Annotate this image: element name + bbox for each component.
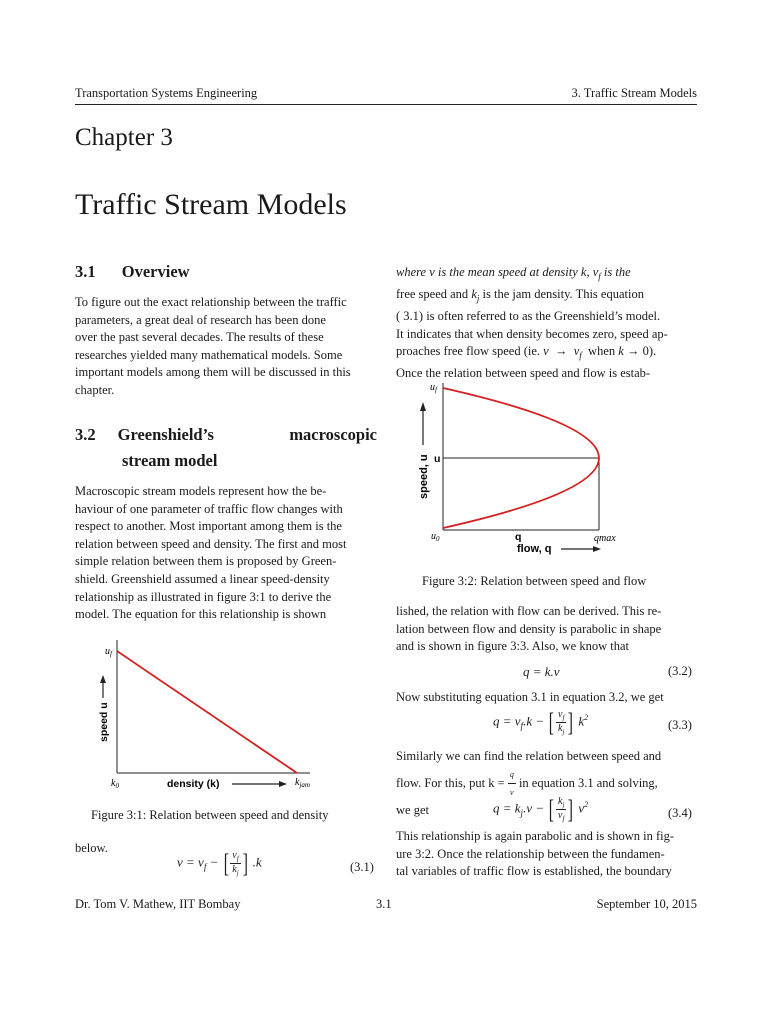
footer-author: Dr. Tom V. Mathew, IIT Bombay — [75, 897, 241, 911]
header-rule — [75, 104, 697, 105]
section-number: 3.2 — [75, 425, 96, 444]
text-line: researches yielded many mathematical models. Some — [75, 347, 343, 362]
text-line: flow. For this, put k = $\frac{q}{v}$ in equation 3.1 and solving, — [396, 766, 697, 802]
speed-density-line — [117, 651, 297, 773]
y-top-label: $u_f$ — [430, 382, 437, 394]
section-title: Greenshield’s — [117, 425, 214, 444]
text-line: and is shown in figure 3:3. Also, we know that — [396, 639, 629, 654]
text-line: model. The equation for this relationship is shown — [75, 607, 327, 622]
footer-page-number: 3.1 — [376, 897, 392, 911]
running-header-right: 3. Traffic Stream Models — [571, 86, 697, 100]
chapter-label: Chapter 3 — [75, 124, 173, 151]
equation-3-2-number: (3.2) — [668, 664, 692, 678]
figure-3-1-speed-density — [75, 630, 377, 795]
x-end-label: $k_{jam}$ — [295, 777, 310, 789]
text-line: ure 3:2. Once the relationship between the fundamen- — [396, 846, 665, 861]
text-line: simple relation between them is proposed by Green- — [75, 554, 337, 569]
text-line: over the past several decades. The results of these — [75, 330, 324, 345]
text-line: It indicates that when density becomes zero, speed ap- — [396, 326, 668, 341]
text-line: Similarly we can find the relation between speed and — [396, 749, 662, 763]
y-arrow-head — [420, 402, 426, 411]
text-line: relationship as illustrated in figure 3:1 to derive the — [75, 589, 332, 604]
running-header-left: Transportation Systems Engineering — [75, 86, 258, 100]
footer-date: September 10, 2015 — [596, 897, 697, 911]
text-line: shield. Greenshield assumed a linear speed-density — [75, 571, 330, 586]
origin-label: $u_0$ — [431, 531, 440, 543]
x-axis-label: density (k) — [167, 778, 220, 790]
text-line: chapter. — [75, 382, 115, 397]
y-top-label: $u_f$ — [105, 646, 112, 658]
figure-3-1-caption: Figure 3:1: Relation between speed and density — [91, 808, 329, 822]
overview-paragraph — [75, 294, 377, 400]
section-title: macroscopic — [289, 425, 377, 444]
origin-label: $k_0$ — [111, 778, 119, 790]
text-line: proaches free flow speed (ie. $v \to v_f$ when k → 0). — [396, 344, 657, 361]
equation-3-1: $v = v_f$ − [ $\frac{v_f}{k_j}$ ] .k — [177, 848, 262, 878]
text-fragment: flow. For this, put k = — [396, 775, 505, 790]
text-line: important models among them will be discussed in this — [75, 365, 351, 380]
chapter-title: Traffic Stream Models — [75, 188, 347, 221]
equation-3-2: q = k.v — [523, 664, 560, 679]
equation-3-4-number: (3.4) — [668, 806, 692, 820]
text-line: we get — [396, 802, 429, 817]
section-number: 3.1 — [75, 262, 96, 281]
qmax-label: qmax — [594, 533, 616, 544]
below-text: below. — [75, 841, 108, 855]
text-line: tal variables of traffic flow is established, the boundary — [396, 864, 672, 879]
y-axis-label: speed u — [98, 702, 110, 742]
y-axis-label: speed, u — [418, 454, 430, 499]
text-line: Macroscopic stream models represent how the be- — [75, 484, 327, 498]
right-paragraph-3: Now substituting equation 3.1 in equation 3.2, we get — [396, 690, 664, 704]
u-mark-label: u — [434, 453, 441, 465]
equation-3-4: $q = k_j.v$ − [ $\frac{k_j}{v_f}$ ] $v^2$ — [493, 794, 589, 824]
q-mark-label: q — [515, 531, 522, 543]
figure-3-2-caption: Figure 3:2: Relation between speed and flow — [422, 574, 647, 588]
x-arrow-head — [593, 546, 601, 552]
text-line: relation between speed and density. The first and most — [75, 536, 347, 551]
text-line: free speed and $k_j$ is the jam density. This equation — [396, 287, 644, 304]
right-paragraph-5 — [396, 828, 697, 881]
right-paragraph-2 — [396, 603, 697, 656]
x-arrow-head — [279, 781, 287, 787]
equation-3-3: $q = v_f.k$ − [ $\frac{v_f}{k_j}$ ] $k^2$ — [493, 707, 589, 737]
text-line: Once the relation between speed and flow is estab- — [396, 366, 651, 381]
text-line: This relationship is again parabolic and is shown in fig- — [396, 829, 675, 843]
text-line: lished, the relation with flow can be derived. This re- — [396, 604, 662, 618]
section-title: stream model — [122, 451, 218, 470]
text-line: haviour of one parameter of traffic flow changes with — [75, 501, 343, 516]
text-line: ( 3.1) is often referred to as the Greenshield’s model. — [396, 309, 661, 324]
figure-3-2-speed-flow — [396, 375, 697, 560]
section-3-1-heading — [75, 262, 190, 282]
section-title: Overview — [121, 262, 190, 281]
text-line: respect to another. Most important among them is the — [75, 519, 342, 534]
y-arrow-head — [100, 675, 106, 683]
x-axis-label: flow, q — [517, 543, 552, 555]
text-line: where v is the mean speed at density k, $v_f$ is the — [396, 265, 631, 282]
section-3-2-heading — [75, 425, 377, 471]
equation-3-1-number: (3.1) — [350, 860, 374, 874]
text-line: parameters, a great deal of research has been done — [75, 312, 326, 327]
equation-3-3-number: (3.3) — [668, 718, 692, 732]
text-line: lation between flow and density is parabolic in shape — [396, 621, 662, 636]
text-line: To figure out the exact relationship between the traffic — [75, 295, 347, 309]
greenshield-paragraph — [75, 483, 377, 624]
right-paragraph-1 — [396, 264, 697, 383]
